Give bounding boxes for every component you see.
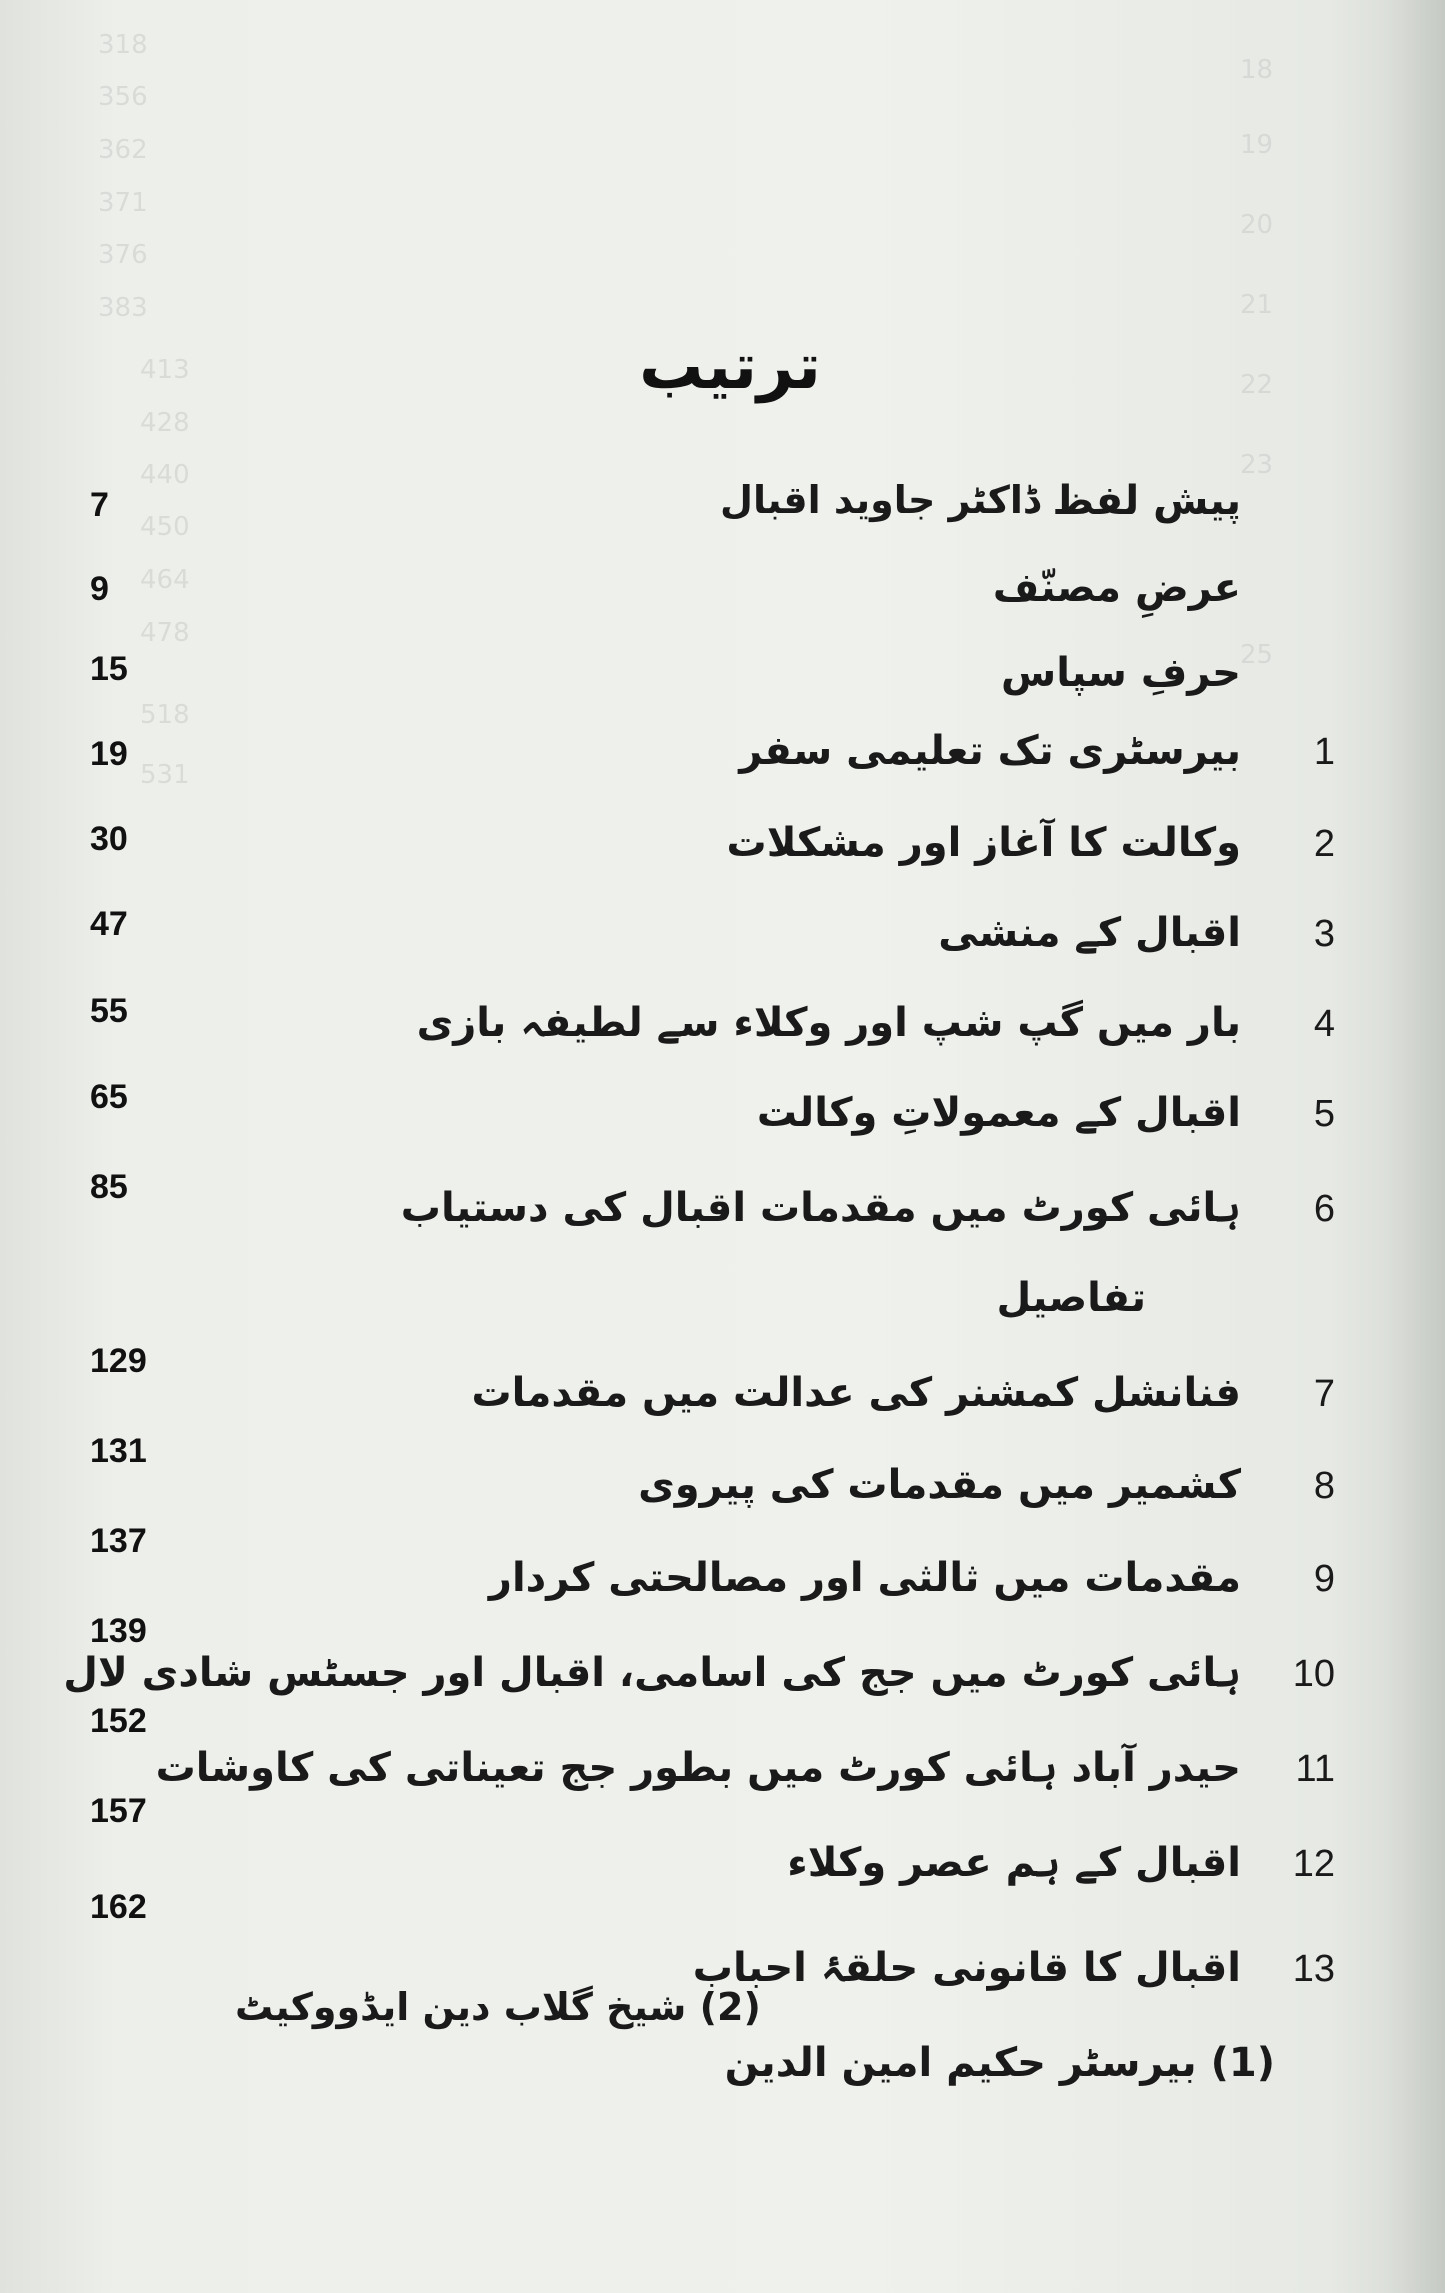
bleed-through-number: 376 — [98, 240, 148, 270]
bleed-through-number: 413 — [140, 355, 190, 385]
toc-entry — [739, 728, 1335, 774]
toc-entry — [996, 1275, 1240, 1321]
bleed-through-number: 21 — [1240, 290, 1274, 320]
chapter-number: 5 — [1313, 1093, 1335, 1135]
bleed-through-number: 318 — [98, 30, 148, 60]
chapter-title: ہائی کورٹ میں مقدمات اقبال کی دستیاب — [400, 1185, 1241, 1231]
page-number: 65 — [90, 1078, 128, 1116]
page-number: 157 — [90, 1792, 147, 1830]
chapter-title: بار میں گپ شپ اور وکلاء سے لطیفہ بازی — [416, 1000, 1241, 1046]
bleed-through-number: 362 — [98, 135, 148, 165]
chapter-number: 1 — [1313, 731, 1335, 773]
page-number: 139 — [90, 1612, 147, 1650]
bleed-through-number: 25 — [1240, 640, 1274, 670]
page-number: 30 — [90, 820, 128, 858]
chapter-title: اقبال کے معمولاتِ وکالت — [756, 1090, 1241, 1136]
toc-entry — [938, 910, 1335, 956]
chapter-number: 8 — [1313, 1465, 1335, 1507]
page-number: 162 — [90, 1888, 147, 1926]
toc-entry — [727, 820, 1335, 866]
chapter-title: کشمیر میں مقدمات کی پیروی — [638, 1462, 1241, 1508]
page-number: 19 — [90, 735, 128, 773]
chapter-title: فنانشل کمشنر کی عدالت میں مقدمات — [471, 1370, 1241, 1416]
page-number: 137 — [90, 1522, 147, 1560]
chapter-title: عرضِ مصنّف — [992, 565, 1241, 611]
page-number: 152 — [90, 1702, 147, 1740]
bleed-through-number: 19 — [1240, 130, 1274, 160]
page-number: 129 — [90, 1342, 147, 1380]
toc-entry — [693, 1945, 1335, 1991]
chapter-number: 12 — [1292, 1843, 1335, 1885]
chapter-title: اقبال کے ہم عصر وکلاء — [787, 1840, 1241, 1886]
chapter-title: وکالت کا آغاز اور مشکلات — [726, 820, 1241, 866]
toc-entry — [757, 1090, 1335, 1136]
page-number: 9 — [90, 570, 109, 608]
chapter-title: ہائی کورٹ میں جج کی اسامی، اقبال اور جسٹس شادی لال — [63, 1650, 1241, 1696]
toc-entry — [471, 1370, 1335, 1416]
chapter-title: حرفِ سپاس — [1001, 650, 1241, 696]
bleed-through-number: 22 — [1240, 370, 1274, 400]
bleed-through-number: 478 — [140, 618, 190, 648]
page-number: 15 — [90, 650, 128, 688]
bleed-through-number: 531 — [140, 760, 190, 790]
chapter-number: 3 — [1313, 913, 1335, 955]
toc-entry — [638, 1462, 1335, 1508]
chapter-number: 9 — [1313, 1558, 1335, 1600]
toc-entry — [993, 565, 1335, 611]
sub-entry: (1) بیرسٹر حکیم امین الدین — [724, 2040, 1275, 2086]
chapter-number: 2 — [1313, 823, 1335, 865]
page-number: 85 — [90, 1168, 128, 1206]
bleed-through-number: 371 — [98, 188, 148, 218]
page-number: 131 — [90, 1432, 147, 1470]
bleed-through-number: 23 — [1240, 450, 1274, 480]
toc-entry — [787, 1840, 1335, 1886]
chapter-title: پیش لفظ — [1052, 478, 1241, 524]
chapter-title: حیدر آباد ہائی کورٹ میں بطور جج تعیناتی کی کاوشات — [155, 1745, 1241, 1791]
sub-entry: (2) شیخ گلاب دین ایڈووکیٹ — [235, 1985, 761, 2029]
chapter-number: 11 — [1295, 1748, 1335, 1790]
toc-entry — [417, 1000, 1335, 1046]
page-number: 47 — [90, 905, 128, 943]
chapter-number: 6 — [1313, 1188, 1335, 1230]
bleed-through-number: 356 — [98, 82, 148, 112]
page-edge-shadow — [1385, 0, 1445, 2293]
chapter-title: اقبال کا قانونی حلقۂ احباب — [692, 1945, 1241, 1991]
bleed-through-number: 383 — [98, 293, 148, 323]
bleed-through-number: 428 — [140, 408, 190, 438]
bleed-through-number: 20 — [1240, 210, 1274, 240]
toc-entry — [156, 1745, 1335, 1791]
toc-entry — [1053, 478, 1335, 524]
toc-entry — [401, 1185, 1335, 1231]
bleed-through-number: 518 — [140, 700, 190, 730]
chapter-number: 7 — [1313, 1373, 1335, 1415]
bleed-through-number: 440 — [140, 460, 190, 490]
preface-author: ڈاکٹر جاوید اقبال — [720, 478, 1040, 522]
chapter-number: 13 — [1292, 1948, 1335, 1990]
page-number: 7 — [90, 486, 109, 524]
toc-entry — [63, 1650, 1335, 1696]
bleed-through-number: 464 — [140, 565, 190, 595]
chapter-title: تفاصیل — [996, 1275, 1146, 1321]
toc-entry — [1001, 650, 1335, 696]
chapter-title: اقبال کے منشی — [938, 910, 1241, 956]
bleed-through-number: 450 — [140, 512, 190, 542]
toc-entry — [489, 1555, 1335, 1601]
toc-title: ترتیب — [639, 330, 821, 404]
chapter-title: مقدمات میں ثالثی اور مصالحتی کردار — [488, 1555, 1241, 1601]
chapter-number: 10 — [1292, 1653, 1335, 1695]
bleed-through-number: 18 — [1240, 55, 1274, 85]
chapter-title: بیرسٹری تک تعلیمی سفر — [739, 728, 1241, 774]
page-number: 55 — [90, 992, 128, 1030]
chapter-number: 4 — [1313, 1003, 1335, 1045]
